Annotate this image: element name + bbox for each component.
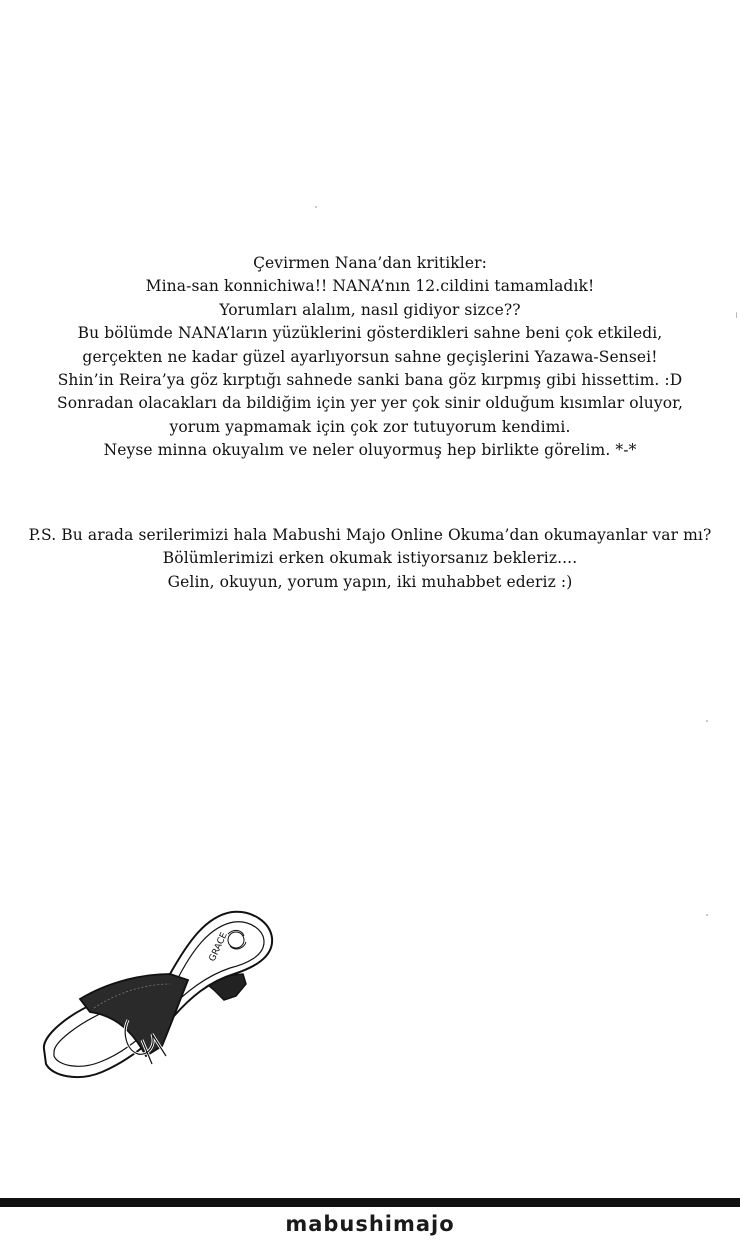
notes-line: Neyse minna okuyalım ve neler oluyormuş hep birlikte görelim. *-* — [103, 441, 637, 460]
notes-line: Bu bölümde NANA’ların yüzüklerini gösterdikleri sahne beni çok etkiledi, — [77, 324, 663, 343]
ps-line: P.S. Bu arada serilerimizi hala Mabushi Majo Online Okuma’dan okumayanlar var mı? — [28, 526, 712, 544]
notes-line: gerçekten ne kadar güzel ayarlıyorsun sahne geçişlerini Yazawa-Sensei! — [82, 347, 658, 366]
sandal-drawing-icon — [38, 904, 288, 1094]
notes-line: Yorumları alalım, nasıl gidiyor sizce?? — [219, 300, 521, 319]
notes-heading: Çevirmen Nana’dan kritikler: — [253, 254, 487, 272]
notes-line: Sonradan olacakları da bildiğim için yer yer çok sinir olduğum kısımlar oluyor, — [57, 394, 683, 413]
footer-bar — [0, 1198, 740, 1207]
ps-line: Gelin, okuyun, yorum yapın, iki muhabbet ederiz :) — [167, 572, 573, 591]
scanlation-logo: mabushimajo — [285, 1212, 455, 1236]
postscript — [0, 524, 740, 594]
ps-line: Bölümlerimizi erken okumak istiyorsanız bekleriz.... — [162, 549, 578, 568]
notes-line: Mina-san konnichiwa!! NANA’nın 12.cildini tamamladık! — [145, 277, 595, 296]
notes-line: Shin’in Reira’ya göz kırptığı sahnede sanki bana göz kırpmış gibi hissettim. :D — [57, 371, 683, 390]
translator-notes — [0, 252, 740, 463]
notes-line: yorum yapmamak için çok zor tutuyorum kendimi. — [169, 417, 571, 436]
insole-text: GRACE — [207, 931, 230, 964]
